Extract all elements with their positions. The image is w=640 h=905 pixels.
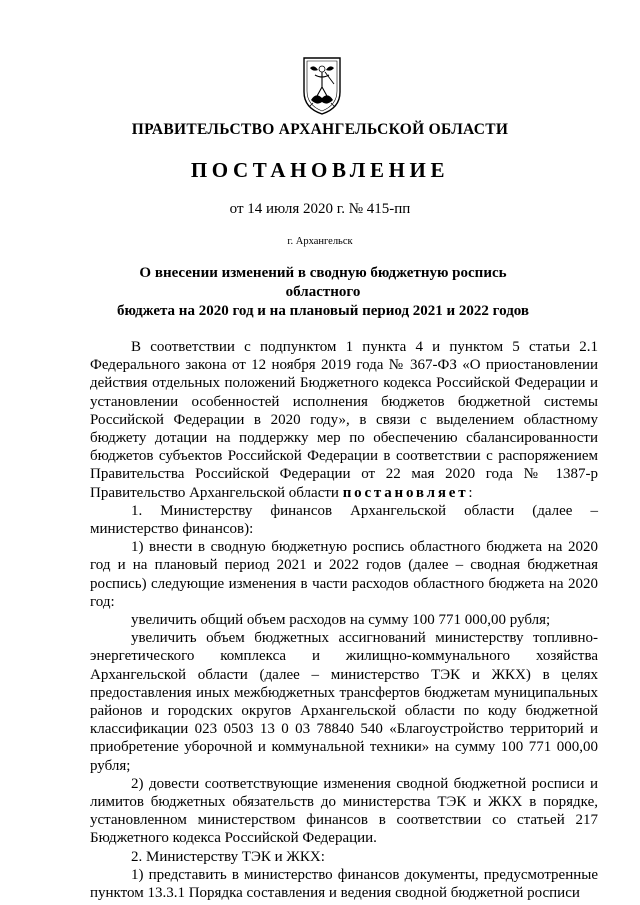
government-title: ПРАВИТЕЛЬСТВО АРХАНГЕЛЬСКОЙ ОБЛАСТИ <box>131 121 509 138</box>
resolves-colon: : <box>468 484 473 501</box>
document-type-title: ПОСТАНОВЛЕНИЕ <box>190 158 450 182</box>
item-1-2: 2) довести соответствующие изменения сводной бюджетной росписи и лимитов бюджетных обязательств до министерства ТЭК и ЖКХ в порядке, установленном министерством финансов в соответствии со статьей 217 Бюджетного кодекса Российской Федерации. <box>90 775 598 847</box>
coat-of-arms-icon <box>301 56 343 116</box>
resolves-word: постановляет <box>342 484 469 501</box>
subject-line-2: бюджета на 2020 год и на плановый период 2021 и 2022 годов <box>116 303 530 319</box>
subject-line-1: О внесении изменений в сводную бюджетную роспись областного <box>139 265 507 300</box>
preamble-paragraph <box>90 338 598 502</box>
decree-body <box>90 338 598 902</box>
item-2: 2. Министерству ТЭК и ЖКХ: <box>131 848 325 865</box>
item-1-1-a: увеличить общий объем расходов на сумму 100 771 000,00 рубля; <box>131 612 551 629</box>
item-1-1-b: увеличить объем бюджетных ассигнований министерству топливно-энергетического комплекса и жилищно-коммунального хозяйства Архангельской области (далее – министерство ТЭК и ЖКХ) в целях предоставления иных межбюджетных трансфертов бюджетам муниципальных районов и городских округов Архангельской области по коду бюджетной классификации 023 0503 13 0 03 78840 540 «Благоустройство территорий и приобретение уборочной и коммунальной техники» на сумму 100 771 000,00 рубля; <box>90 630 598 774</box>
decree-city: г. Архангельск <box>287 236 353 247</box>
item-1-1: 1) внести в сводную бюджетную роспись областного бюджета на 2020 год и на плановый период 2021 и 2022 годов (далее – сводная бюджетная роспись) следующие изменения в части расходов областного бюджета на 2020 год: <box>90 539 598 610</box>
preamble-text: В соответствии с подпунктом 1 пункта 4 и пунктом 5 статьи 2.1 Федерального закона от 12 ноября 2019 года № 367-ФЗ «О приостановлении действия отдельных положений Бюджетного кодекса Российской Федерации и установлении особенностей исполнения бюджетов бюджетной системы Российской Федерации в 2020 году», в связи с выделением областному бюджету дотации на поддержку мер по обеспечению сбалансированности бюджетов субъектов Российской Федерации в соответствии с распоряжением Правительства Российской Федерации от 22 мая 2020 года № 1387-р Правительство Архангельской области <box>90 339 598 501</box>
decree-date-number: от 14 июля 2020 г. № 415-пп <box>229 201 411 217</box>
item-2-1: 1) представить в министерство финансов документы, предусмотренные пунктом 13.3.1 Порядка составления и ведения сводной бюджетной росписи <box>90 866 598 902</box>
decree-subject <box>110 264 536 321</box>
item-1: 1. Министерству финансов Архангельской области (далее – министерство финансов): <box>90 502 598 538</box>
